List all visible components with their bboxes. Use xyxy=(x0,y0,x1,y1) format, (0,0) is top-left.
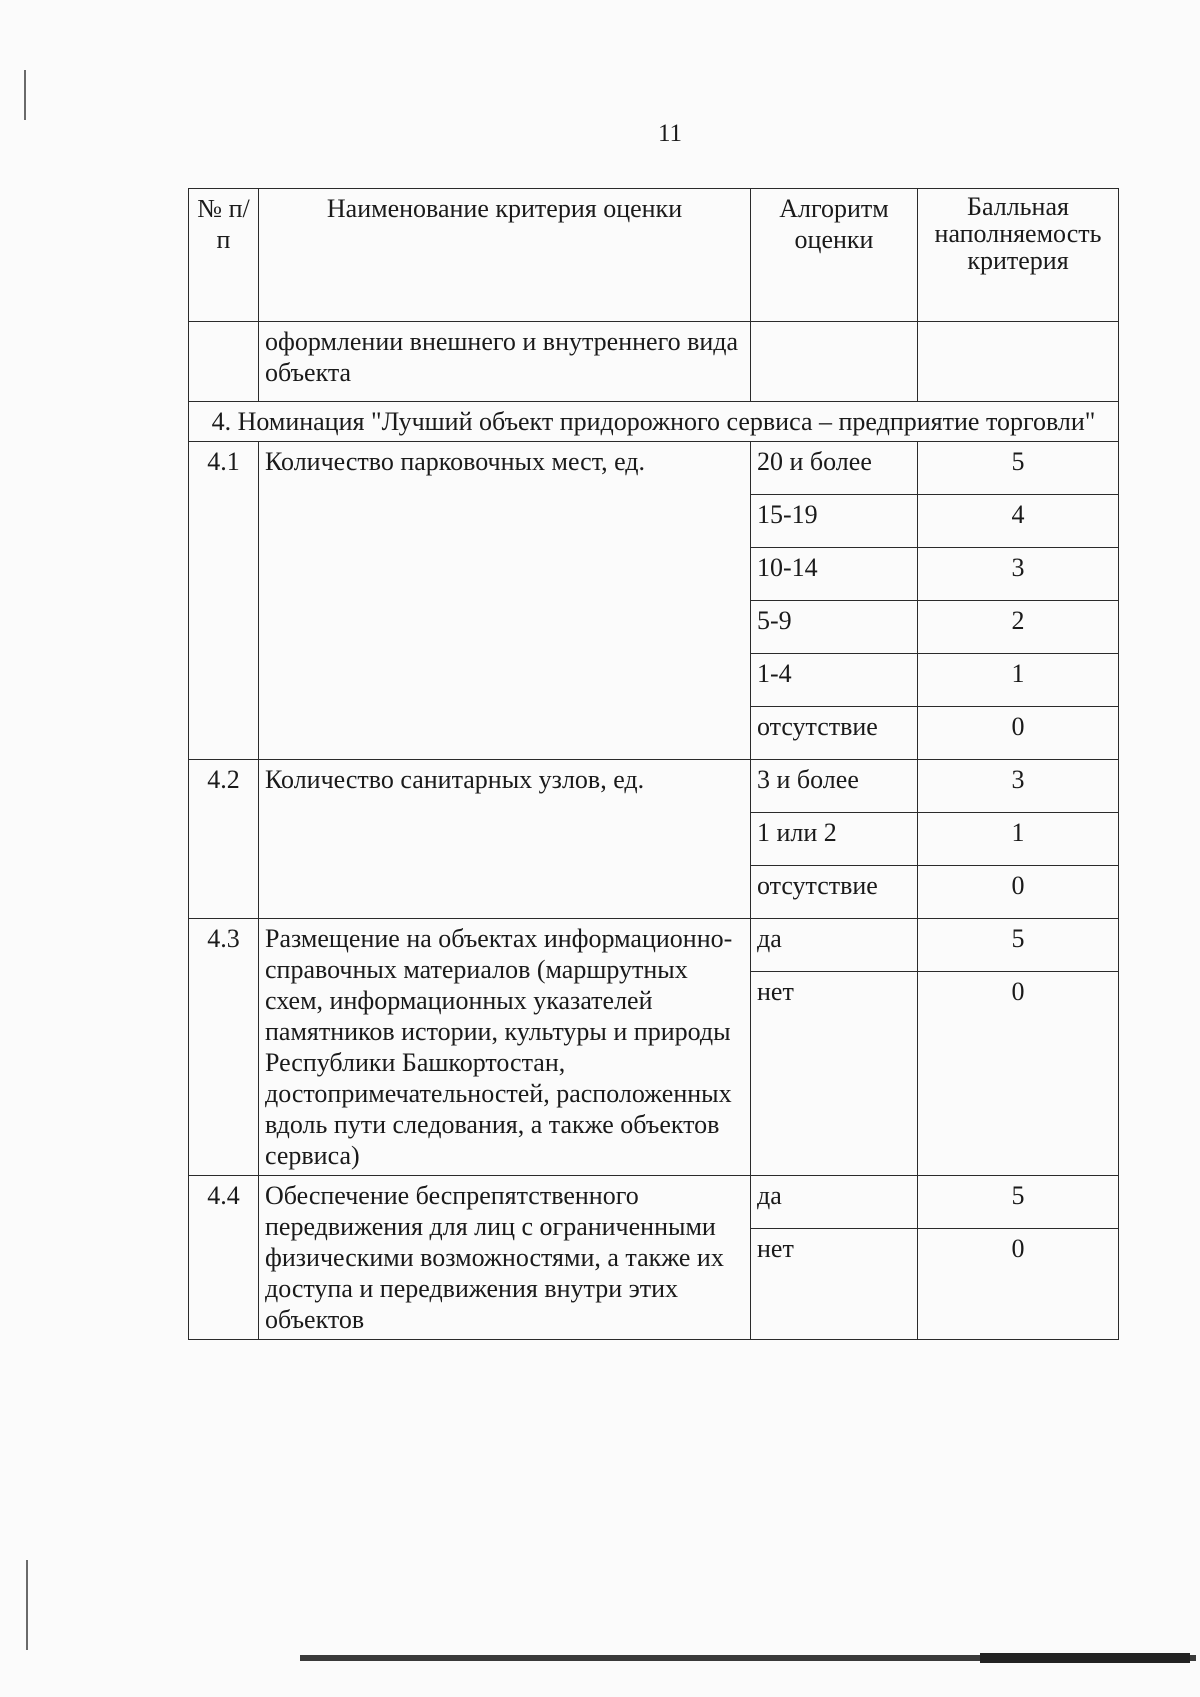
algorithm-cell: да xyxy=(751,1176,918,1229)
page-number: 11 xyxy=(657,120,683,147)
scan-bottom-bar xyxy=(980,1653,1190,1663)
algorithm-cell: нет xyxy=(751,972,918,1176)
criterion-name: Количество санитарных узлов, ед. xyxy=(259,760,751,919)
table-header-row xyxy=(189,189,1119,322)
algorithm-cell: 10-14 xyxy=(751,548,918,601)
scan-edge-mark xyxy=(24,70,26,120)
continued-score xyxy=(918,322,1119,402)
criterion-number: 4.1 xyxy=(189,442,259,760)
score-cell: 5 xyxy=(918,1176,1119,1229)
header-score: Балльная наполняемость критерия xyxy=(918,189,1119,322)
criterion-number: 4.2 xyxy=(189,760,259,919)
scan-edge-mark xyxy=(26,1560,28,1650)
criterion-name: Обеспечение беспрепятственного передвижения для лиц с ограниченными физическими возможностями, а также их доступа и передвижения внутри этих объектов xyxy=(259,1176,751,1340)
algorithm-cell: отсутствие xyxy=(751,707,918,760)
score-cell: 5 xyxy=(918,919,1119,972)
criterion-number: 4.4 xyxy=(189,1176,259,1340)
score-cell: 2 xyxy=(918,601,1119,654)
table-row xyxy=(189,442,1119,495)
nomination-row xyxy=(189,402,1119,442)
continued-criterion: оформлении внешнего и внутреннего вида объекта xyxy=(259,322,751,402)
table-row xyxy=(189,919,1119,972)
algorithm-cell: 3 и более xyxy=(751,760,918,813)
table-row xyxy=(189,760,1119,813)
score-cell: 0 xyxy=(918,972,1119,1176)
criteria-table xyxy=(188,188,1119,1340)
score-cell: 1 xyxy=(918,813,1119,866)
algorithm-cell: отсутствие xyxy=(751,866,918,919)
algorithm-cell: нет xyxy=(751,1229,918,1340)
algorithm-cell: 15-19 xyxy=(751,495,918,548)
algorithm-cell: 20 и более xyxy=(751,442,918,495)
criterion-name: Размещение на объектах информационно-справочных материалов (маршрутных схем, информационных указателей памятников истории, культуры и природы Республики Башкортостан, достопримечательностей, расположенных вдоль пути следования, а также объектов сервиса) xyxy=(259,919,751,1176)
score-cell: 1 xyxy=(918,654,1119,707)
score-cell: 0 xyxy=(918,866,1119,919)
header-algorithm: Алгоритм оценки xyxy=(751,189,918,322)
algorithm-cell: 5-9 xyxy=(751,601,918,654)
table-row xyxy=(189,1176,1119,1229)
score-cell: 0 xyxy=(918,1229,1119,1340)
criterion-number: 4.3 xyxy=(189,919,259,1176)
algorithm-cell: 1 или 2 xyxy=(751,813,918,866)
score-cell: 5 xyxy=(918,442,1119,495)
criterion-name: Количество парковочных мест, ед. xyxy=(259,442,751,760)
continued-num xyxy=(189,322,259,402)
score-cell: 0 xyxy=(918,707,1119,760)
score-cell: 4 xyxy=(918,495,1119,548)
nomination-title: 4. Номинация "Лучший объект придорожного сервиса – предприятие торговли" xyxy=(189,402,1119,442)
header-criterion: Наименование критерия оценки xyxy=(259,189,751,322)
algorithm-cell: да xyxy=(751,919,918,972)
score-cell: 3 xyxy=(918,760,1119,813)
continued-row xyxy=(189,322,1119,402)
algorithm-cell: 1-4 xyxy=(751,654,918,707)
header-num: № п/п xyxy=(189,189,259,322)
score-cell: 3 xyxy=(918,548,1119,601)
continued-algorithm xyxy=(751,322,918,402)
